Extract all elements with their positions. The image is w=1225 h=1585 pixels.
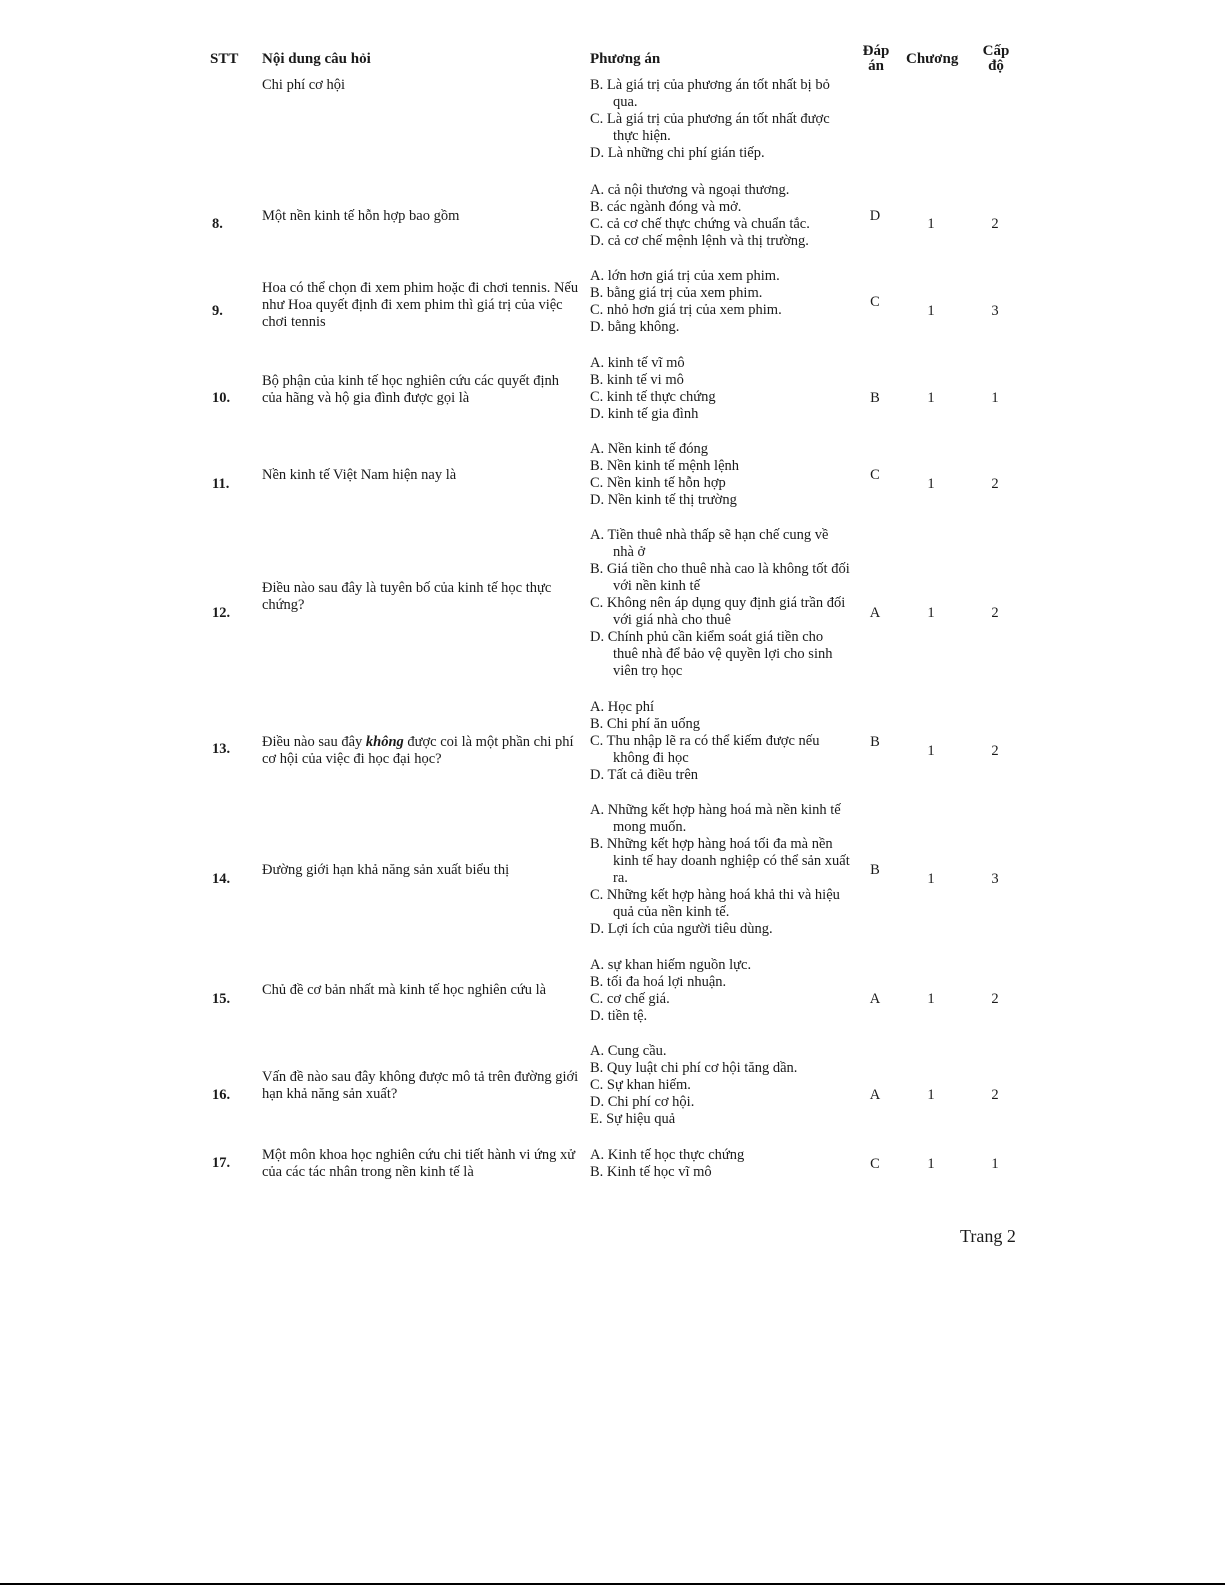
row-stt: 8.: [212, 216, 223, 232]
option: A. kinh tế vĩ mô: [590, 355, 685, 371]
row-answer: A: [869, 605, 881, 621]
row-level: 1: [991, 390, 999, 406]
row-options: [590, 527, 850, 680]
row-level: 2: [991, 476, 999, 492]
row-level: 2: [991, 216, 999, 232]
option: D. bằng không.: [590, 319, 680, 335]
header-answer-line2: án: [868, 58, 884, 74]
header-answer-line1: Đáp: [862, 43, 890, 59]
question-text-post: được coi là một phần chi phí cơ hội của việc đi học đại học?: [262, 734, 574, 767]
row-answer: A: [869, 991, 881, 1007]
row-level: 1: [991, 1156, 999, 1172]
row-stt: 11.: [212, 476, 230, 492]
row-answer: B: [870, 390, 880, 406]
header-chapter: Chương: [906, 51, 959, 67]
row-stt: 13.: [212, 741, 231, 757]
option: D. kinh tế gia đình: [590, 406, 699, 422]
row-answer: A: [869, 1087, 881, 1103]
carry-options: [590, 77, 850, 162]
question-emphasis: không: [365, 734, 404, 750]
option: B. các ngành đóng và mở.: [590, 199, 742, 215]
header-content: Nội dung câu hỏi: [262, 51, 371, 67]
option: C. Không nên áp dụng quy định giá trần đối với giá nhà cho thuê: [590, 595, 846, 628]
row-level: 2: [991, 1087, 999, 1103]
row-options: [590, 355, 850, 423]
row-question: Điều nào sau đây là tuyên bố của kinh tế học thực chứng?: [262, 580, 552, 613]
option: B. kinh tế vi mô: [590, 372, 684, 388]
header-level: [980, 44, 1012, 74]
row-options: [590, 802, 850, 938]
row-level: 2: [991, 743, 999, 759]
row-stt: 12.: [212, 605, 231, 621]
header-level-line2: độ: [988, 58, 1004, 74]
row-stt: 17.: [212, 1155, 231, 1171]
option: B. tối đa hoá lợi nhuận.: [590, 974, 727, 990]
option: C. cả cơ chế thực chứng và chuẩn tắc.: [590, 216, 810, 232]
row-level: 3: [991, 871, 999, 887]
question-text-pre: Điều nào sau đây: [262, 734, 366, 750]
option: D. Nền kinh tế thị trường: [590, 492, 737, 508]
option: D. tiền tệ.: [590, 1008, 648, 1024]
option: A. Tiền thuê nhà thấp sẽ hạn chế cung về nhà ở: [590, 527, 829, 560]
row-answer: C: [870, 1156, 880, 1172]
row-options: [590, 1147, 850, 1181]
row-question: Nền kinh tế Việt Nam hiện nay là: [262, 467, 457, 483]
option: D. Chi phí cơ hội.: [590, 1094, 695, 1110]
option: C. kinh tế thực chứng: [590, 389, 716, 405]
page-number: Trang 2: [960, 1226, 1016, 1246]
row-stt: 15.: [212, 991, 231, 1007]
row-question: Vấn đề nào sau đây không được mô tả trên đường giới hạn khả năng sản xuất?: [262, 1069, 579, 1102]
option: D. Là những chi phí gián tiếp.: [590, 145, 765, 161]
row-level: 2: [991, 605, 999, 621]
carry-question: Chi phí cơ hội: [262, 77, 345, 93]
row-options: [590, 699, 850, 784]
row-chapter: 1: [927, 216, 935, 232]
option: B. Kinh tế học vĩ mô: [590, 1164, 712, 1180]
option: A. Kinh tế học thực chứng: [590, 1147, 745, 1163]
row-question: Một nền kinh tế hỗn hợp bao gồm: [262, 208, 460, 224]
option: B. Chi phí ăn uống: [590, 716, 700, 732]
option: A. Học phí: [590, 699, 655, 715]
row-answer: C: [870, 294, 880, 310]
row-stt: 14.: [212, 871, 231, 887]
row-options: [590, 268, 850, 336]
header-level-line1: Cấp: [982, 43, 1010, 59]
row-chapter: 1: [927, 743, 935, 759]
option: A. cả nội thương và ngoại thương.: [590, 182, 790, 198]
header-options: Phương án: [590, 51, 661, 67]
option: D. Chính phủ cần kiểm soát giá tiền cho thuê nhà để bảo vệ quyền lợi cho sinh viên trọ học: [590, 629, 833, 679]
option: B. Quy luật chi phí cơ hội tăng dần.: [590, 1060, 798, 1076]
option: E. Sự hiệu quả: [590, 1111, 676, 1127]
row-chapter: 1: [927, 390, 935, 406]
row-chapter: 1: [927, 476, 935, 492]
row-chapter: 1: [927, 991, 935, 1007]
row-chapter: 1: [927, 871, 935, 887]
option: D. cả cơ chế mệnh lệnh và thị trường.: [590, 233, 809, 249]
row-question: Đường giới hạn khả năng sản xuất biểu thị: [262, 862, 510, 878]
option: A. Những kết hợp hàng hoá mà nền kinh tế mong muốn.: [590, 802, 841, 835]
row-options: [590, 441, 850, 509]
option: A. lớn hơn giá trị của xem phim.: [590, 268, 780, 284]
row-level: 3: [991, 303, 999, 319]
row-stt: 16.: [212, 1087, 231, 1103]
row-answer: D: [869, 208, 881, 224]
row-question: Bộ phận của kinh tế học nghiên cứu các quyết định của hãng và hộ gia đình được gọi là: [262, 373, 559, 406]
header-stt: STT: [210, 51, 239, 67]
option: B. Nền kinh tế mệnh lệnh: [590, 458, 740, 474]
row-chapter: 1: [927, 1087, 935, 1103]
option: B. Giá tiền cho thuê nhà cao là không tốt đối với nền kinh tế: [590, 561, 850, 594]
option: C. Những kết hợp hàng hoá khả thi và hiệu quả của nền kinh tế.: [590, 887, 840, 920]
option: A. Cung cầu.: [590, 1043, 667, 1059]
option: C. Sự khan hiếm.: [590, 1077, 691, 1093]
row-options: [590, 182, 850, 250]
row-chapter: 1: [927, 1156, 935, 1172]
option: A. Nền kinh tế đóng: [590, 441, 708, 457]
option: C. nhỏ hơn giá trị của xem phim.: [590, 302, 782, 318]
row-options: [590, 1043, 850, 1128]
option: B. bằng giá trị của xem phim.: [590, 285, 763, 301]
option: D. Tất cả điều trên: [590, 767, 699, 783]
option: C. cơ chế giá.: [590, 991, 670, 1007]
option: C. Là giá trị của phương án tốt nhất được thực hiện.: [590, 111, 830, 144]
header-answer: [858, 44, 894, 74]
row-chapter: 1: [927, 605, 935, 621]
row-question: [262, 734, 580, 768]
row-answer: C: [870, 467, 880, 483]
option: C. Nền kinh tế hỗn hợp: [590, 475, 726, 491]
row-stt: 9.: [212, 303, 223, 319]
row-question: Một môn khoa học nghiên cứu chi tiết hành vi ứng xử của các tác nhân trong nền kinh tế là: [262, 1147, 576, 1180]
row-stt: 10.: [212, 390, 231, 406]
row-chapter: 1: [927, 303, 935, 319]
row-answer: B: [870, 734, 880, 750]
row-question: Chủ đề cơ bản nhất mà kinh tế học nghiên cứu là: [262, 982, 547, 998]
option: C. Thu nhập lẽ ra có thể kiếm được nếu không đi học: [590, 733, 820, 766]
option: B. Những kết hợp hàng hoá tối đa mà nền kinh tế hay doanh nghiệp có thể sản xuất ra.: [590, 836, 850, 886]
row-level: 2: [991, 991, 999, 1007]
option: A. sự khan hiếm nguồn lực.: [590, 957, 752, 973]
option: D. Lợi ích của người tiêu dùng.: [590, 921, 773, 937]
option: B. Là giá trị của phương án tốt nhất bị bỏ qua.: [590, 77, 830, 110]
row-question: Hoa có thể chọn đi xem phim hoặc đi chơi tennis. Nếu như Hoa quyết định đi xem phim thì giá trị của việc chơi tennis: [262, 280, 579, 330]
row-answer: B: [870, 862, 880, 878]
row-options: [590, 957, 850, 1025]
